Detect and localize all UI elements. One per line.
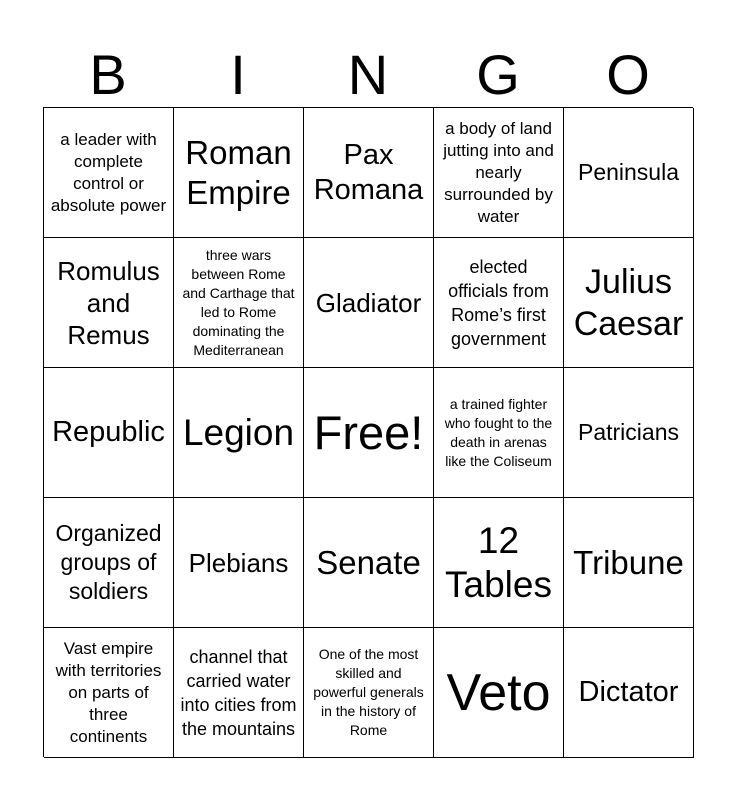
header-letter-i: I [230, 43, 246, 106]
cell-text: Pax Romana [313, 138, 424, 206]
bingo-cell[interactable] [174, 368, 304, 498]
bingo-cell[interactable] [44, 368, 174, 498]
cell-text: a trained fighter who fought to the death in arenas like the Coliseum [444, 395, 553, 469]
bingo-cell[interactable] [564, 628, 694, 758]
cell-text: Romulus and Remus [57, 255, 160, 350]
cell-text: Patricians [578, 419, 679, 445]
cell-text: Dictator [578, 676, 679, 708]
cell-text: Tribune [573, 543, 684, 581]
free-space-text: Free! [313, 405, 424, 459]
bingo-header [43, 42, 693, 108]
bingo-cell[interactable] [304, 238, 434, 368]
bingo-cell[interactable] [44, 108, 174, 238]
bingo-grid [43, 107, 693, 757]
bingo-cell[interactable] [434, 498, 564, 628]
cell-text: elected officials from Rome’s first government [448, 256, 549, 349]
cell-text: a body of land jutting into and nearly surrounded by water [443, 118, 554, 226]
cell-text: 12 Tables [445, 519, 552, 605]
bingo-cell[interactable] [434, 628, 564, 758]
cell-text: channel that carried water into cities from the mountains [180, 646, 297, 739]
cell-text: a leader with complete control or absolute power [50, 129, 167, 215]
bingo-cell[interactable] [564, 368, 694, 498]
header-letter-n: N [347, 43, 389, 106]
bingo-cell[interactable] [304, 628, 434, 758]
bingo-cell[interactable] [44, 628, 174, 758]
header-letter-b: B [89, 43, 127, 106]
bingo-cell[interactable] [174, 498, 304, 628]
bingo-cell[interactable] [304, 498, 434, 628]
bingo-cell[interactable] [174, 108, 304, 238]
cell-text: Peninsula [577, 159, 680, 185]
free-space-cell[interactable] [304, 368, 434, 498]
cell-text: Plebians [188, 547, 289, 578]
cell-text: Vast empire with territories on parts of three continents [55, 638, 162, 746]
bingo-cell[interactable] [174, 628, 304, 758]
cell-text: three wars between Rome and Carthage that led to Rome dominating the Mediterranean [182, 246, 295, 358]
bingo-cell[interactable] [44, 238, 174, 368]
bingo-cell[interactable] [434, 368, 564, 498]
header-letter-o: O [606, 43, 650, 106]
bingo-cell[interactable] [564, 238, 694, 368]
header-letter-g: G [476, 43, 520, 106]
bingo-cell[interactable] [304, 108, 434, 238]
bingo-cell[interactable] [174, 238, 304, 368]
cell-text: Gladiator [315, 287, 422, 318]
cell-text: One of the most skilled and powerful generals in the history of Rome [313, 646, 424, 738]
cell-text: Legion [182, 411, 295, 453]
cell-text: Organized groups of soldiers [55, 520, 162, 604]
cell-text: Republic [52, 416, 165, 448]
cell-text: Senate [316, 543, 421, 581]
bingo-cell[interactable] [564, 498, 694, 628]
bingo-cell[interactable] [564, 108, 694, 238]
cell-text: Julius Caesar [573, 262, 684, 343]
cell-text: Veto [446, 663, 551, 722]
bingo-cell[interactable] [434, 108, 564, 238]
cell-text: Roman Empire [185, 133, 292, 211]
bingo-cell[interactable] [44, 498, 174, 628]
bingo-cell[interactable] [434, 238, 564, 368]
